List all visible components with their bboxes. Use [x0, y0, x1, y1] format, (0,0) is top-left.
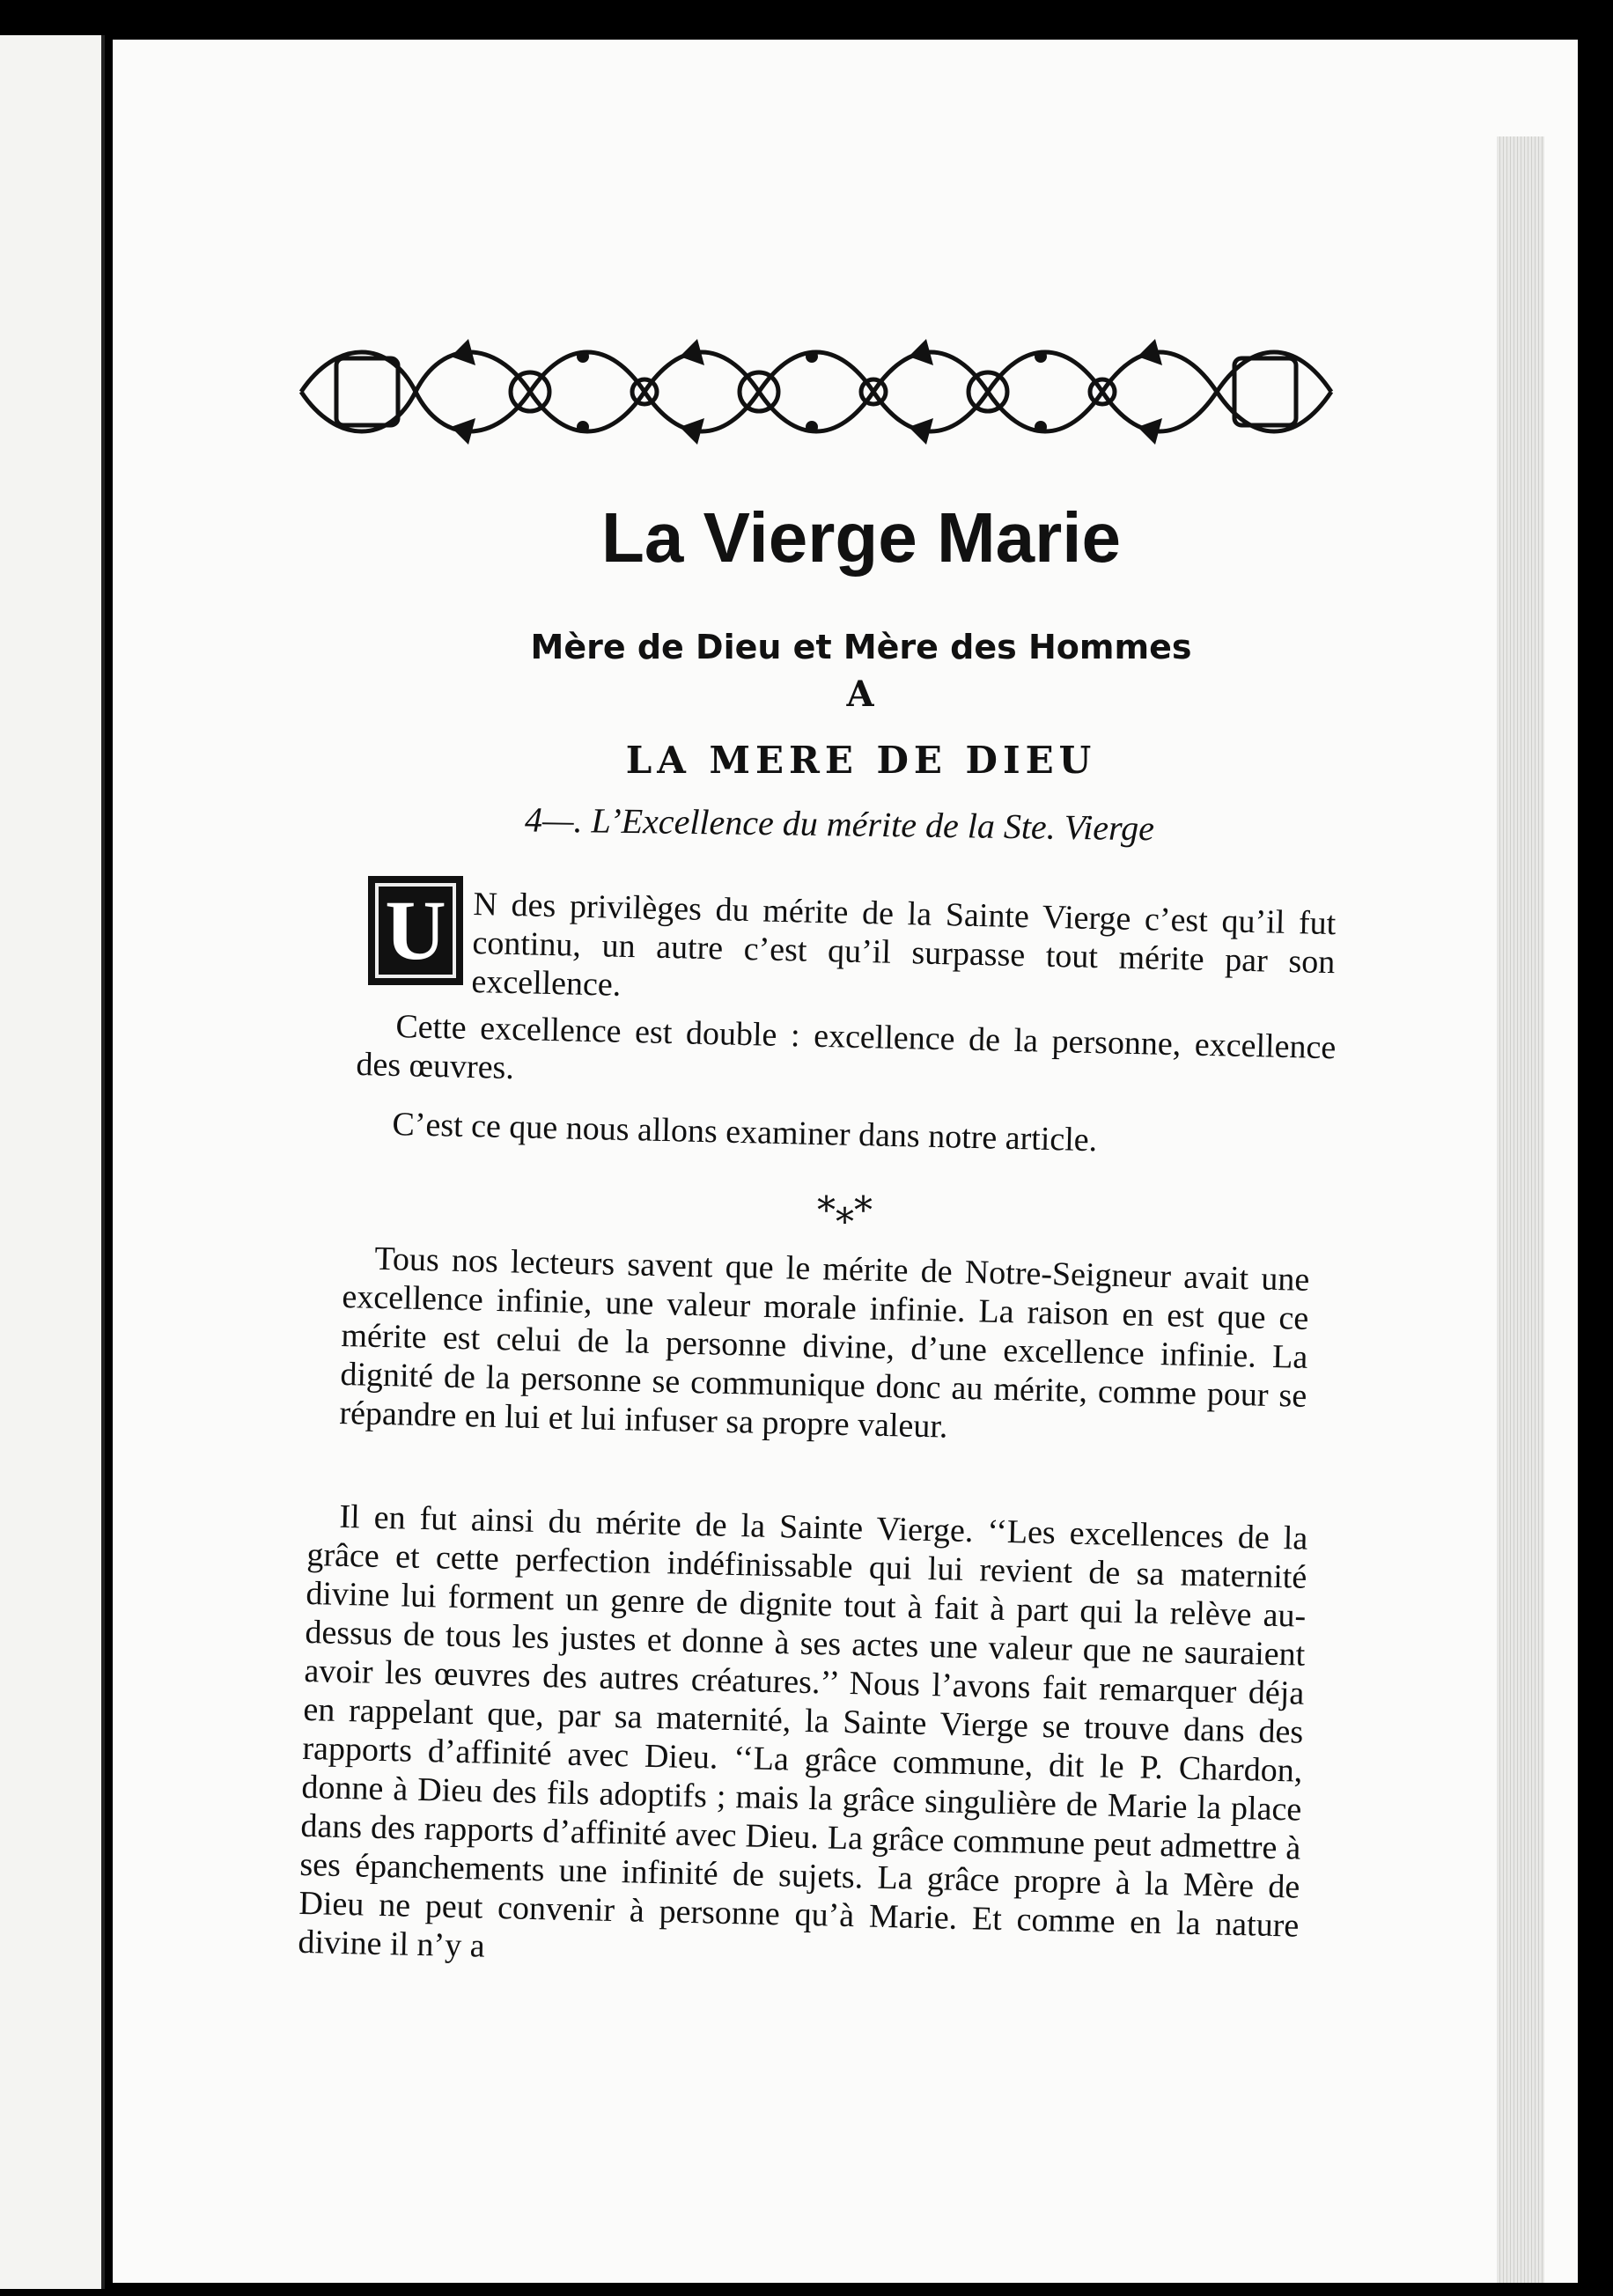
body-paragraph-1 [339, 1239, 1310, 1454]
paragraph-text: N des privilèges du mérite de la Sainte Vierge c’est qu’il fut continu, un autre c’est qu’il surpasse tout mérite par son excellence. [471, 885, 1337, 1004]
ornamental-header-band [284, 304, 1349, 480]
body-paragraph-2 [298, 1497, 1308, 1984]
drop-cap-letter: U [375, 883, 456, 978]
paragraph-text: C’est ce que nous allons examiner dans notre article. [392, 1105, 1098, 1159]
excellence-paragraph [356, 1006, 1337, 1106]
paragraph-text: Cette excellence est double : excellence de la personne, excellence des œuvres. [356, 1007, 1337, 1087]
intro-paragraph [471, 885, 1337, 1020]
article-intro-paragraph [392, 1105, 1361, 1166]
page-title: La Vierge Marie [601, 498, 1121, 577]
book-page [113, 40, 1578, 2283]
section-letter: A [846, 673, 876, 715]
facing-page-edge [0, 35, 105, 2289]
page-subtitle: Mère de Dieu et Mère des Hommes [530, 628, 1192, 666]
section-separator: *⁎* [817, 1188, 873, 1232]
paragraph-text: Tous nos lecteurs savent que le mérite de Notre-Seigneur avait une excellence infinie, une valeur morale infinie. La raison en est que ce mérite est celui de la personne divine, d’une excellence infinie. La dignité de la personne se communique donc au mérite, comme pour se répandre en lui et lui infuser sa propre valeur. [339, 1240, 1310, 1446]
chapter-heading: LA MERE DE DIEU [625, 739, 1097, 782]
section-title: 4—. L’Excellence du mérite de la Ste. Vierge [524, 799, 1155, 849]
drop-cap [368, 876, 463, 985]
page-block-edge [1497, 136, 1544, 2283]
paragraph-text: Il en fut ainsi du mérite de la Sainte Vierge. ‘‘Les excellences de la grâce et cette perfection indéfinissable qui lui revient de sa maternité divine lui forment un genre de dignite tout à fait à part qui la relève au-dessus de tous les justes et donne à ses actes une valeur que ne sauraient avoir les œuvres des autres créatures.’’ Nous l’avons fait remarquer déja en rappelant que, par sa maternité, la Sainte Vierge se trouve dans des rapports d’affinité avec Dieu. ‘‘La grâce commune, dit le P. Chardon, donne à Dieu des fils adoptifs ; mais la grâce singulière de Marie la place dans des rapports d’affinité avec Dieu. La grâce commune peut admettre à ses épanchements une infinité de sujets. La grâce propre à la Mère de Dieu ne peut convenir à personne qu’à Marie. Et comme en la nature divine il n’y a [298, 1498, 1308, 1965]
